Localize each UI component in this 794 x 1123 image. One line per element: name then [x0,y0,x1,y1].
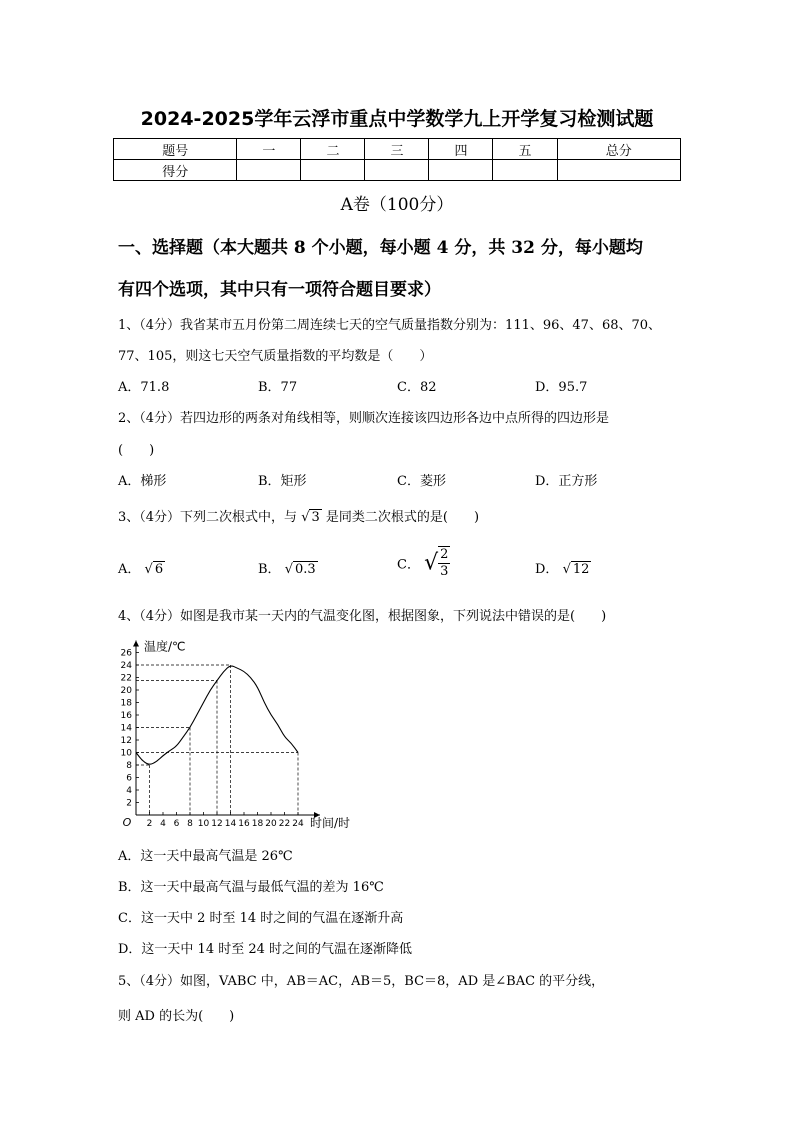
q4-option-a: A．这一天中最高气温是 26℃ [118,849,293,864]
score-input-cell[interactable] [237,160,301,181]
y-tick-label: 6 [126,773,132,784]
score-table-cell: 题号 [114,139,237,160]
radicand: 0.3 [295,562,316,577]
y-tick-label: 18 [120,698,132,709]
score-row-label: 得分 [114,160,237,181]
y-tick-label: 2 [126,798,132,809]
q3-text-post: 是同类二次根式的是( ) [325,510,480,525]
radicand: 12 [572,562,590,577]
q2-option-c: C．菱形 [397,474,446,489]
x-tick-label: 14 [224,819,237,829]
score-table-header-row [114,139,681,160]
radicand: 6 [154,562,164,577]
x-tick-label: 10 [197,819,210,829]
question-3-stem [118,506,479,525]
y-tick-label: 4 [126,786,132,796]
option-label: C． [397,557,420,573]
score-input-cell[interactable] [365,160,429,181]
y-axis-arrow [133,641,139,647]
score-input-cell[interactable] [429,160,493,181]
question-4-line1: 4、（4分）如图是我市某一天内的气温变化图，根据图象，下列说法中错误的是( ) [118,609,607,624]
sqrt-expression: √ 6 [144,562,164,577]
option-label: D． [535,562,559,577]
score-table-score-row [114,160,681,181]
question-1-line1: 1、（4分）我省某市五月份第二周连续七天的空气质量指数分别为：111、96、47、68、70、 [118,318,662,333]
x-tick-label: 12 [211,819,223,829]
q3-option-a [118,558,165,577]
origin-label: O [122,816,132,829]
x-tick-label: 8 [187,819,193,829]
q3-option-d [535,558,591,577]
fraction [438,546,450,580]
score-table [113,138,681,181]
y-tick-label: 14 [120,723,132,734]
x-tick-label: 16 [238,819,250,829]
q2-option-d: D．正方形 [535,474,598,489]
q2-option-a: A．梯形 [118,474,167,489]
question-5-line2: 则 AD 的长为( ) [118,1009,235,1024]
q1-option-b: B．77 [258,380,298,395]
q4-option-b: B．这一天中最高气温与最低气温的差为 16℃ [118,880,384,895]
score-table-cell: 总分 [557,139,681,160]
sqrt-expression: √ 0.3 [284,562,316,577]
score-input-cell[interactable] [493,160,557,181]
section-heading-line1: 一、选择题（本大题共 8 个小题，每小题 4 分，共 32 分，每小题均 [118,238,643,258]
x-axis-label: 时间/时 [310,816,351,830]
radicand: 3 [311,510,320,525]
q3-option-c [397,546,450,580]
sqrt-sign: √ [424,550,439,576]
y-axis-label: 温度/℃ [144,639,186,654]
option-label: A． [118,562,141,577]
score-input-cell[interactable] [301,160,365,181]
question-5-line1: 5、（4分）如图，VABC 中，AB＝AC，AB＝5，BC＝8，AD 是∠BAC 的平分线， [118,974,605,989]
x-tick-label: 2 [146,819,153,829]
x-tick-label: 18 [251,819,264,829]
q1-option-a: A．71.8 [118,380,170,395]
x-tick-label: 22 [278,819,291,829]
score-table-cell: 一 [237,139,301,160]
temperature-chart [115,628,365,834]
q3-option-b [258,558,318,577]
y-tick-label: 8 [126,761,132,771]
score-table-cell: 二 [301,139,365,160]
section-heading-line2: 有四个选项，其中只有一项符合题目要求） [118,280,441,300]
x-tick-label: 24 [292,819,304,829]
question-1-line2: 77、105，则这七天空气质量指数的平均数是（ ） [118,349,433,364]
score-table-cell: 四 [429,139,493,160]
q4-option-c: C．这一天中 2 时至 14 时之间的气温在逐渐升高 [118,911,404,926]
chart-layer [121,639,351,831]
x-tick-label: 6 [173,819,180,829]
x-tick-label: 20 [265,819,277,829]
sqrt-expression: √ 3 [301,510,320,525]
y-tick-label: 12 [120,736,132,746]
page-title: 2024-2025学年云浮市重点中学数学九上开学复习检测试题 [140,108,654,130]
y-tick-label: 22 [120,673,132,684]
y-tick-label: 10 [120,748,132,759]
paper-section-subtitle: A卷（100分） [340,195,454,215]
score-table-cell: 三 [365,139,429,160]
q1-option-c: C．82 [397,380,437,395]
question-2-line2: ( ) [118,443,155,458]
question-2-line1: 2、（4分）若四边形的两条对角线相等，则顺次连接该四边形各边中点所得的四边形是 [118,411,610,426]
fraction-denominator: 3 [440,564,449,579]
y-tick-label: 26 [120,648,132,659]
fraction-numerator: 2 [440,547,449,562]
y-tick-label: 16 [120,711,132,721]
q2-option-b: B．矩形 [258,474,307,489]
option-label: B． [258,562,281,577]
y-tick-label: 20 [120,686,132,696]
y-tick-label: 24 [120,661,132,671]
score-input-cell[interactable] [557,160,681,181]
x-tick-label: 4 [160,819,166,829]
q3-text-pre: 3、（4分）下列二次根式中，与 [118,510,298,525]
temperature-line [136,666,298,764]
q1-option-d: D．95.7 [535,380,588,395]
q4-option-d: D．这一天中 14 时至 24 时之间的气温在逐渐降低 [118,942,413,957]
sqrt-expression: √ 12 [562,562,590,577]
score-table-cell: 五 [493,139,557,160]
